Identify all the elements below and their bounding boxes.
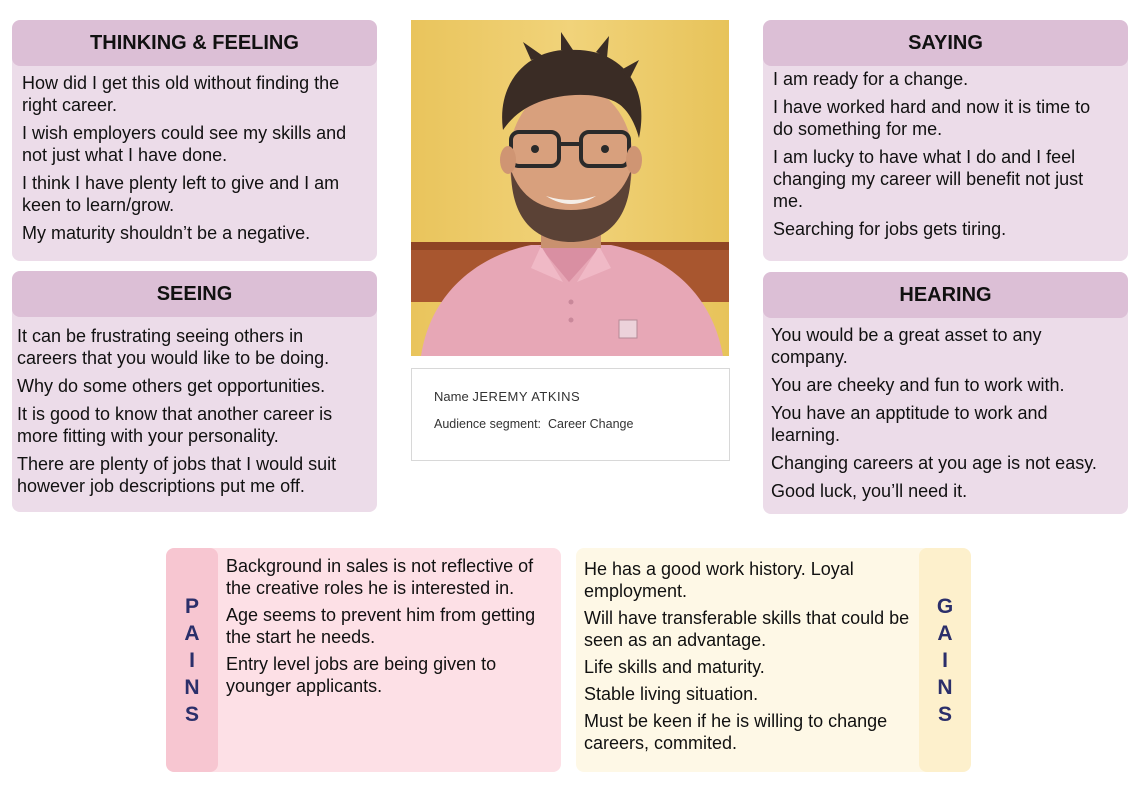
seeing-title: SEEING xyxy=(12,271,377,317)
persona-name-label: Name xyxy=(434,389,469,404)
pains-letter: N xyxy=(184,675,200,699)
hearing-item: You would be a great asset to any company. xyxy=(771,325,1042,367)
saying-card xyxy=(763,20,1128,261)
seeing-item: There are plenty of jobs that I would suit however job descriptions put me off. xyxy=(17,454,337,496)
persona-segment-value: Career Change xyxy=(547,417,634,431)
seeing-item: It is good to know that another career is more fitting with your personality. xyxy=(17,404,333,446)
seeing-item: It can be frustrating seeing others in careers that you would like to be doing. xyxy=(17,326,330,368)
hearing-item: You have an apptitude to work and learning. xyxy=(771,403,1048,445)
persona-photo xyxy=(411,20,729,356)
hearing-card xyxy=(763,272,1128,514)
saying-item: I am ready for a change. xyxy=(773,69,969,89)
thinking-feeling-title: THINKING & FEELING xyxy=(12,20,377,66)
thinking-item: I think I have plenty left to give and I am keen to learn/grow. xyxy=(22,173,340,215)
hearing-item: You are cheeky and fun to work with. xyxy=(771,375,1065,395)
gains-item: He has a good work history. Loyal employment. xyxy=(584,559,854,601)
gains-item: Stable living situation. xyxy=(584,684,759,704)
pains-label xyxy=(166,548,218,772)
persona-name-value: JEREMY ATKINS xyxy=(472,389,581,404)
thinking-item: My maturity shouldn’t be a negative. xyxy=(22,223,311,243)
gains-label xyxy=(919,548,971,772)
persona-segment-label: Audience segment: xyxy=(434,417,542,431)
portrait-illustration xyxy=(411,20,729,356)
gains-letter: N xyxy=(937,675,953,699)
gains-letter: I xyxy=(942,648,948,672)
saying-item: I am lucky to have what I do and I feel changing my career will benefit not just me. xyxy=(773,147,1084,211)
pains-letter: S xyxy=(184,702,199,726)
hearing-title: HEARING xyxy=(763,272,1128,318)
pains-item: Entry level jobs are being given to younger applicants. xyxy=(226,654,497,696)
seeing-card xyxy=(12,271,377,512)
pains-card xyxy=(166,548,561,772)
pains-letter: A xyxy=(184,621,200,645)
gains-letter: S xyxy=(937,702,952,726)
seeing-item: Why do some others get opportunities. xyxy=(17,376,326,396)
pains-item: Age seems to prevent him from getting the start he needs. xyxy=(226,605,536,647)
gains-letter: A xyxy=(937,621,953,645)
thinking-item: How did I get this old without finding the right career. xyxy=(22,73,340,115)
thinking-item: I wish employers could see my skills and not just what I have done. xyxy=(22,123,347,165)
gains-letter: G xyxy=(936,594,954,618)
hearing-item: Good luck, you’ll need it. xyxy=(771,481,968,501)
saying-item: I have worked hard and now it is time to do something for me. xyxy=(773,97,1091,139)
pains-letter: I xyxy=(189,648,195,672)
thinking-feeling-card xyxy=(12,20,377,261)
saying-item: Searching for jobs gets tiring. xyxy=(773,219,1007,239)
gains-item: Must be keen if he is willing to change careers, commited. xyxy=(584,711,888,753)
persona-segment-row xyxy=(434,417,707,431)
persona-name-row xyxy=(434,389,707,404)
hearing-item: Changing careers at you age is not easy. xyxy=(771,453,1097,473)
pains-letter: P xyxy=(184,594,199,618)
gains-item: Will have transferable skills that could be seen as an advantage. xyxy=(584,608,910,650)
gains-item: Life skills and maturity. xyxy=(584,657,765,677)
saying-title: SAYING xyxy=(763,20,1128,66)
pains-item: Background in sales is not reflective of the creative roles he is interested in. xyxy=(226,556,534,598)
persona-info-box xyxy=(411,368,730,461)
gains-card xyxy=(576,548,971,772)
